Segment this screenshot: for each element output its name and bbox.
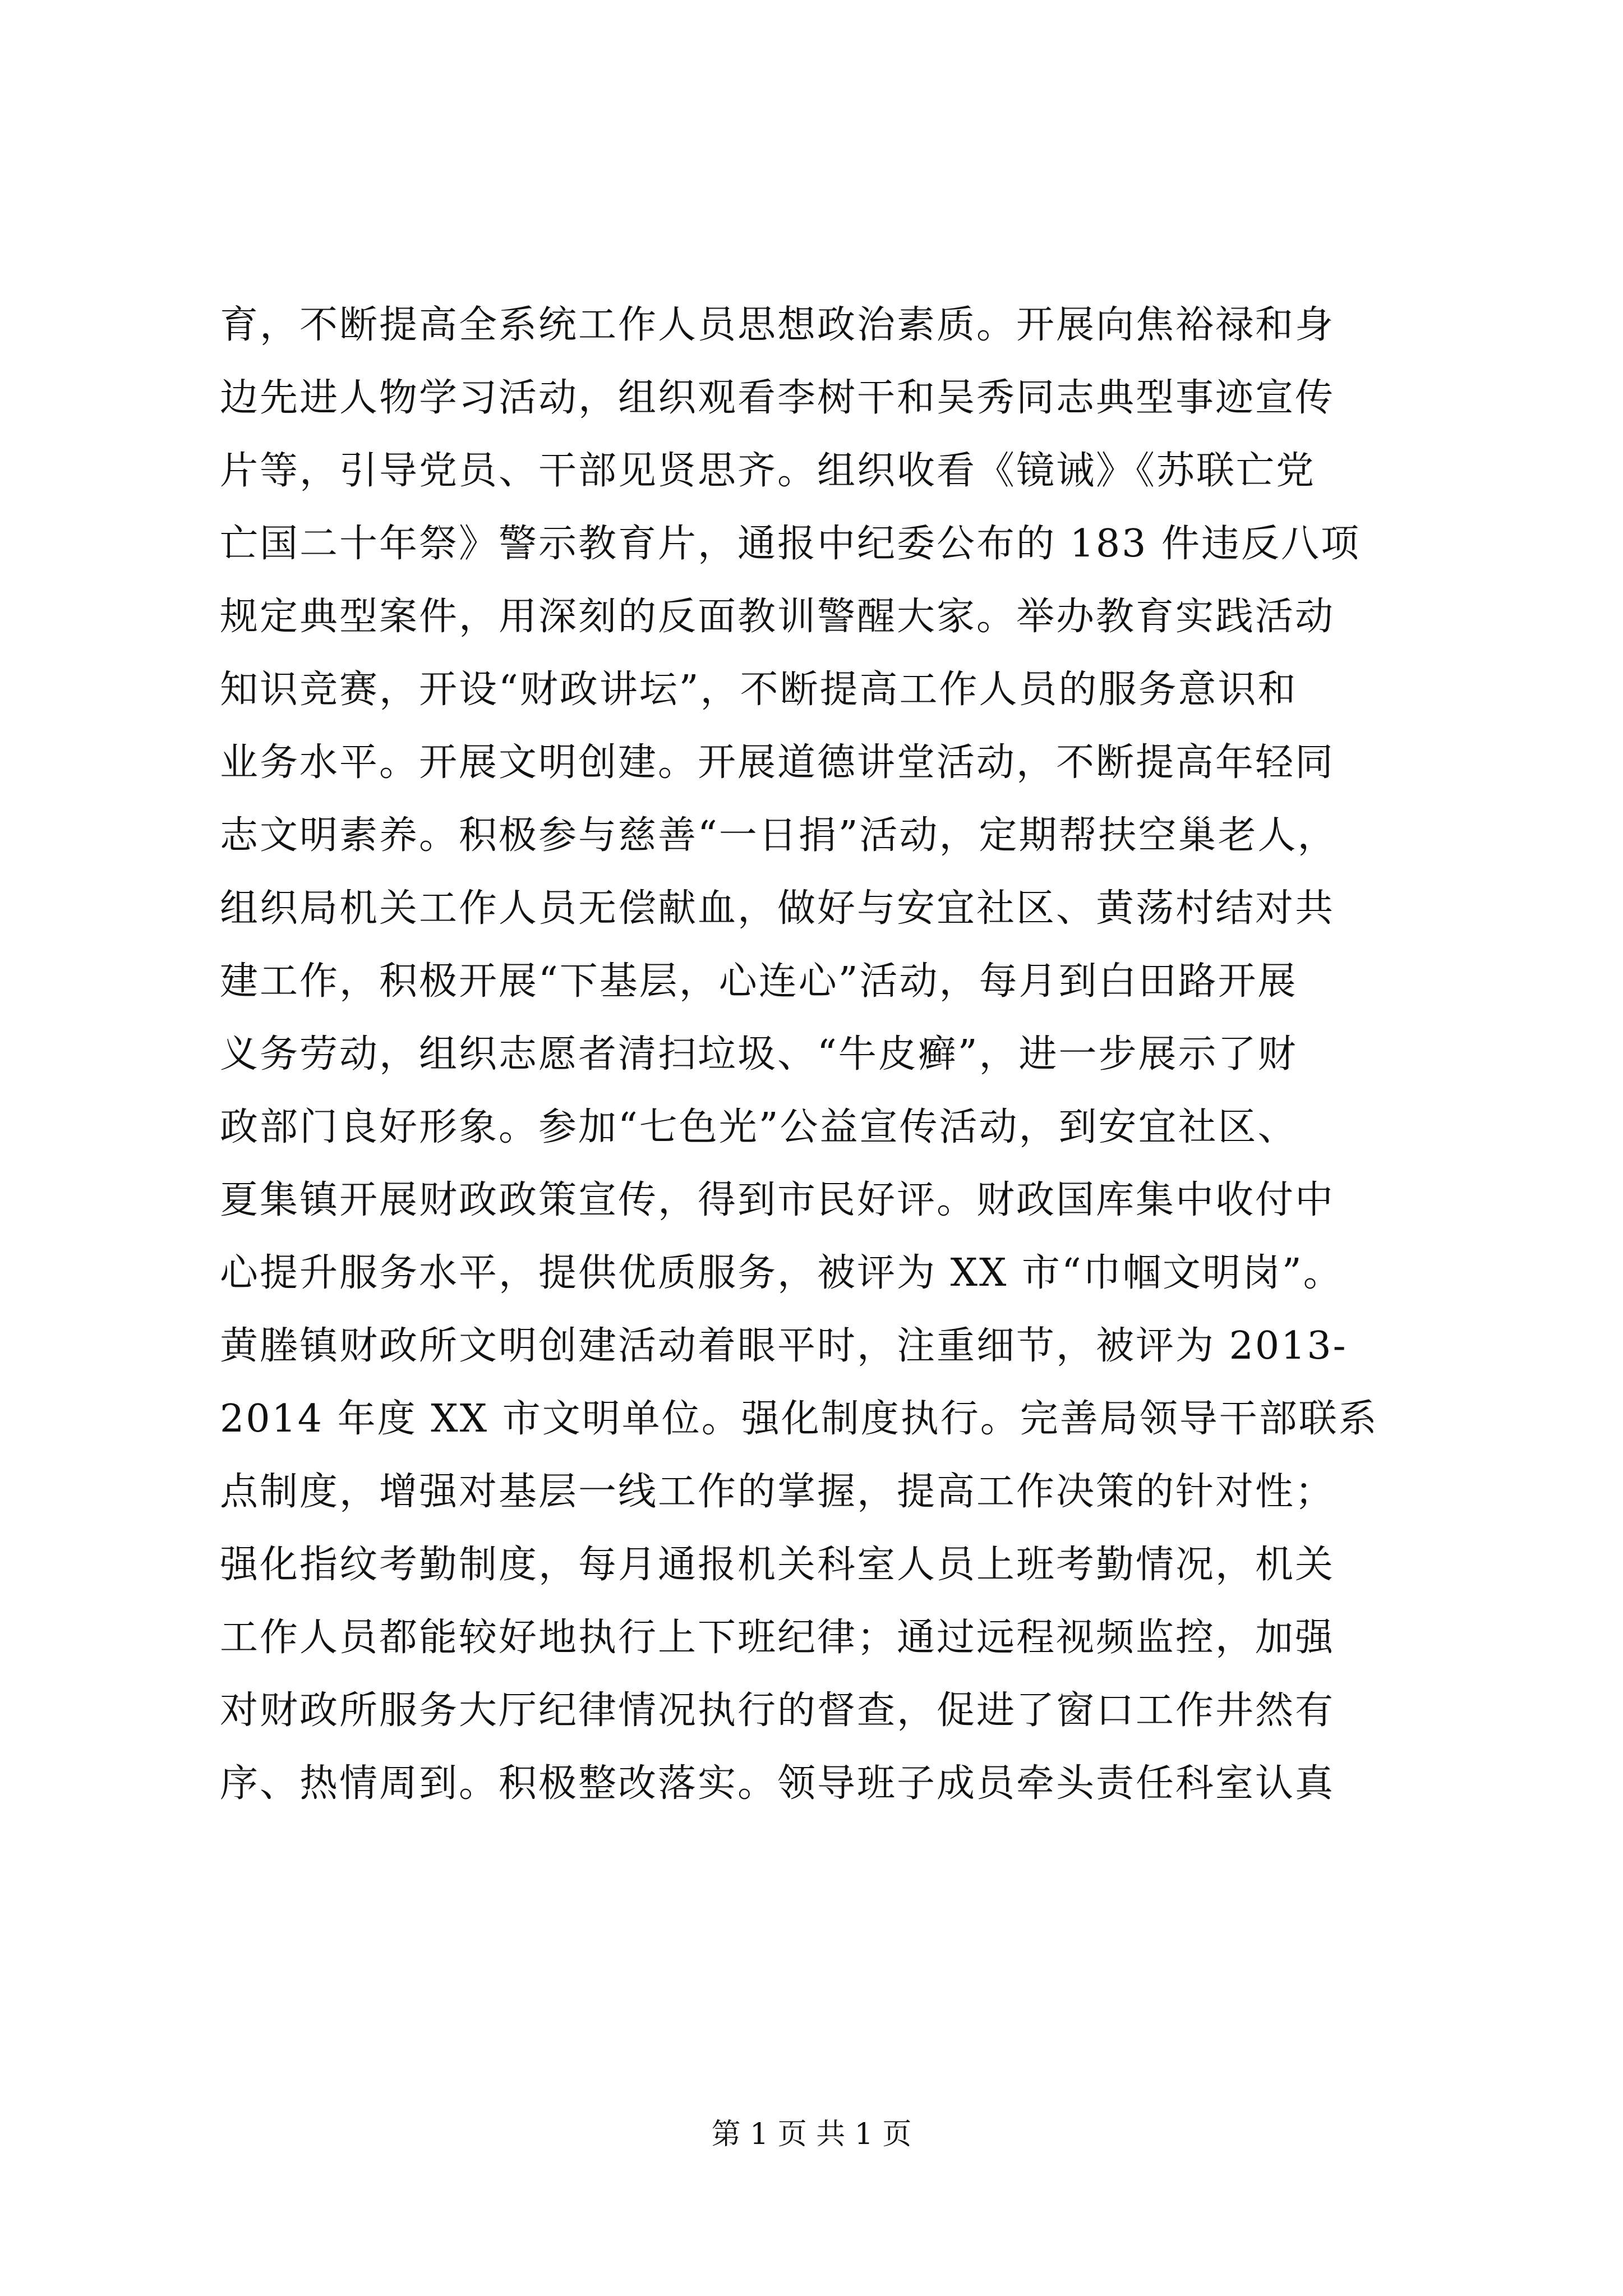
text-line: 建工作，积极开展“下基层，心连心”活动，每月到白田路开展 — [220, 959, 1298, 1004]
text-line: 义务劳动，组织志愿者清扫垃圾、“牛皮癣”，进一步展示了财 — [220, 1032, 1298, 1076]
text-line: 边先进人物学习活动，组织观看李树干和吴秀同志典型事迹宣传 — [220, 376, 1335, 420]
body-paragraph — [220, 289, 1431, 1820]
text-line: 2014 年度 XX 市文明单位。强化制度执行。完善局领导干部联系 — [220, 1397, 1378, 1441]
text-line: 组织局机关工作人员无偿献血，做好与安宜社区、黄荡村结对共 — [220, 886, 1335, 931]
text-line: 工作人员都能较好地执行上下班纪律；通过远程视频监控，加强 — [220, 1616, 1335, 1660]
text-line: 夏集镇开展财政政策宣传，得到市民好评。财政国库集中收付中 — [220, 1178, 1335, 1222]
text-line: 对财政所服务大厅纪律情况执行的督查，促进了窗口工作井然有 — [220, 1688, 1335, 1733]
text-line: 知识竞赛，开设“财政讲坛”，不断提高工作人员的服务意识和 — [220, 668, 1298, 712]
text-line: 片等，引导党员、干部见贤思齐。组织收看《镜诫》《苏联亡党 — [220, 449, 1316, 493]
text-line: 序、热情周到。积极整改落实。领导班子成员牵头责任科室认真 — [220, 1761, 1335, 1806]
text-line: 育，不断提高全系统工作人员思想政治素质。开展向焦裕禄和身 — [220, 303, 1335, 347]
page-footer: 第 1 页 共 1 页 — [711, 2118, 912, 2151]
text-line: 黄塍镇财政所文明创建活动着眼平时，注重细节，被评为 2013- — [220, 1324, 1348, 1368]
text-line: 规定典型案件，用深刻的反面教训警醒大家。举办教育实践活动 — [220, 595, 1335, 639]
text-line: 强化指纹考勤制度，每月通报机关科室人员上班考勤情况，机关 — [220, 1543, 1335, 1587]
text-line: 志文明素养。积极参与慈善“一日捐”活动，定期帮扶空巢老人， — [220, 813, 1338, 858]
text-line: 政部门良好形象。参加“七色光”公益宣传活动，到安宜社区、 — [220, 1105, 1298, 1149]
text-line: 亡国二十年祭》警示教育片，通报中纪委公布的 183 件违反八项 — [220, 522, 1361, 566]
text-line: 心提升服务水平，提供优质服务，被评为 XX 市“巾帼文明岗”。 — [220, 1251, 1343, 1295]
text-line: 业务水平。开展文明创建。开展道德讲堂活动，不断提高年轻同 — [220, 740, 1335, 785]
text-line: 点制度，增强对基层一线工作的掌握，提高工作决策的针对性； — [220, 1470, 1335, 1514]
